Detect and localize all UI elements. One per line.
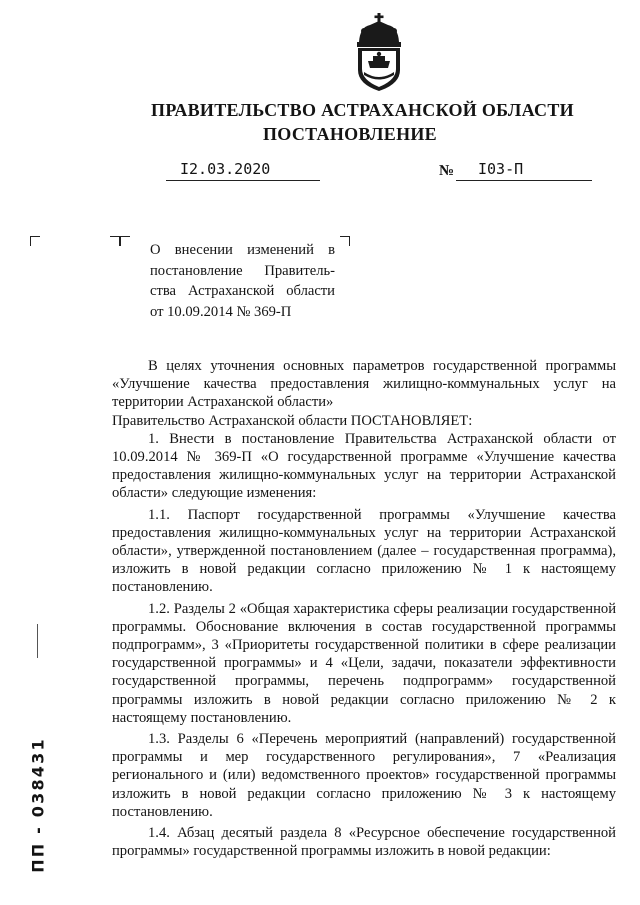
number-underline [456, 180, 592, 181]
clause-1-1: 1.1. Паспорт государственной программы «Улучшение качества предоставления жилищно-коммунальных услуг на территории Астраханской области», утвержденной постановлением (далее – государственная программа), изложить в новой редакции согласно приложению № 1 к настоящему постановлению. [112, 506, 616, 596]
subject-corner-mark [340, 236, 350, 246]
document-date: I2.03.2020 [180, 160, 271, 178]
document-body [112, 357, 616, 860]
preamble-paragraph: В целях уточнения основных параметров государственной программы «Улучшение качества предоставления жилищно-коммунальных услуг на территории Астраханской области» [112, 358, 616, 411]
registration-code: ПП - 038431 [28, 737, 48, 873]
address-corner-mark [30, 236, 40, 246]
subject-line: ства Астраханской области [150, 283, 335, 299]
clause-1-2: 1.2. Разделы 2 «Общая характеристика сферы реализации государственной программы. Обоснование включения в состав государственной программы подпрограмм», 3 «Приоритеты государственной политики в сфере реализации государственной программы» и 4 «Цели, задачи, показатели эффективности государственной программы, перечень подпрограмм» государственной программы изложить в новой редакции согласно приложению № 2 к настоящему постановлению. [112, 600, 616, 726]
subject-line: постановление Правитель- [150, 262, 335, 279]
number-label: № [439, 163, 455, 179]
coat-of-arms-icon [350, 12, 408, 96]
clause-1-4: 1.4. Абзац десятый раздела 8 «Ресурсное обеспечение государственной программы» государственной программы изложить в новой редакции: [112, 825, 616, 860]
subject-line: О внесении изменений в [150, 242, 335, 258]
address-corner-mark [110, 236, 120, 246]
date-underline [166, 180, 320, 181]
subject-line: от 10.09.2014 № 369-П [150, 303, 292, 320]
resolution-line: Правительство Астраханской области ПОСТАНОВЛЯЕТ: [112, 412, 473, 429]
document-subject [150, 240, 335, 322]
organization-title: ПРАВИТЕЛЬСТВО АСТРАХАНСКОЙ ОБЛАСТИ [151, 100, 574, 120]
document-type: ПОСТАНОВЛЕНИЕ [263, 124, 437, 144]
clause-1-3: 1.3. Разделы 6 «Перечень мероприятий (направлений) государственной программы и мер государственного регулирования», 7 «Реализация регионального и (или) ведомственного проектов» государственной программы изложить в новой редакции согласно приложению № 3 к настоящему постановлению. [112, 731, 616, 820]
document-number: I03-П [478, 160, 524, 178]
clause-1: 1. Внести в постановление Правительства Астраханской области от 10.09.2014 № 369-П «О государственной программе «Улучшение качества предоставления жилищно-коммунальных услуг на территории Астраханской области» следующие изменения: [112, 430, 616, 502]
subject-corner-mark [120, 236, 130, 246]
margin-mark [37, 624, 38, 658]
